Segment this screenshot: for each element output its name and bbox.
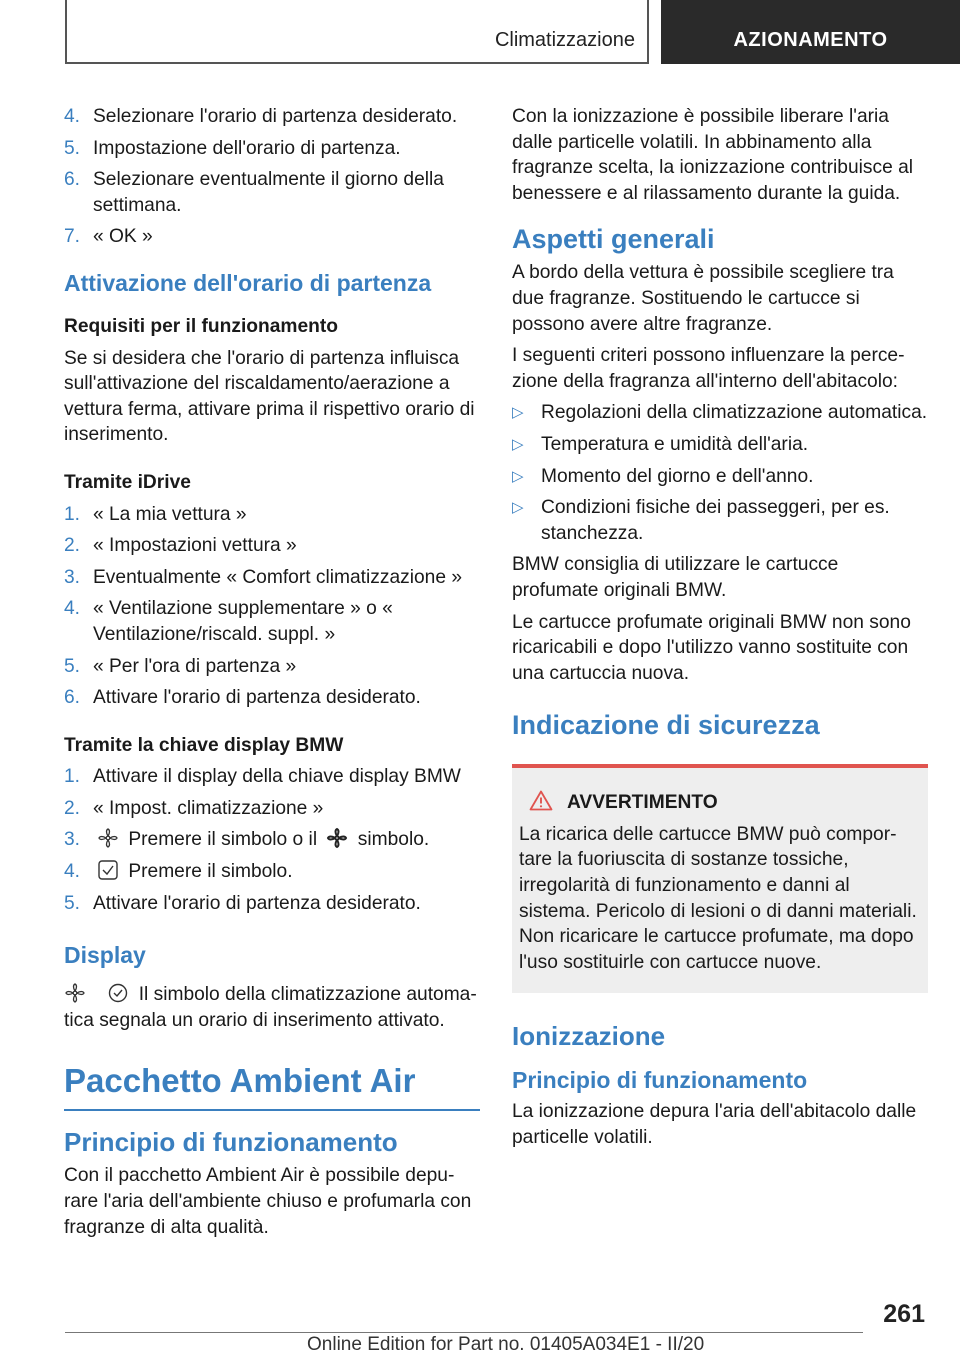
list-item xyxy=(64,764,480,790)
step-number: 5. xyxy=(64,892,81,914)
label-requirements: Requisiti per il funzionamento xyxy=(64,315,338,337)
heading-principle: Principio di funzionamento xyxy=(64,1127,398,1158)
warning-triangle-icon xyxy=(529,790,553,811)
left-column xyxy=(64,104,480,1246)
footer-edition: Online Edition for Part no. 01405A034E1 - II/20 xyxy=(307,1334,705,1355)
step-number: 3. xyxy=(64,829,81,851)
ionization-intro: Con la ionizzazione è possibile liberare l'aria dalle particelle volatili. In abbinamento alla fragranze scelta, la ionizzazione contribuisce al benessere e al rilassamento durante la guida. xyxy=(512,106,914,204)
step-text: « Ventilazione supplementare » o « Ventilazione/riscald. suppl. » xyxy=(93,598,393,645)
fan-bold-icon xyxy=(326,827,348,849)
idrive-steps-list xyxy=(64,502,480,711)
step-number: 6. xyxy=(64,169,81,191)
ionization-text: La ionizzazione depura l'aria dell'abitacolo dalle particelle volatili. xyxy=(512,1101,917,1149)
key-display-steps-list xyxy=(64,764,480,916)
requirements-text: Se si desidera che l'orario di partenza influisca sull'attivazione del riscaldamento/aerazione a vettura ferma, attivare prima il rispettivo orario di inserimento. xyxy=(64,347,475,446)
step-number: 6. xyxy=(64,687,81,709)
step-number: 2. xyxy=(64,797,81,819)
step-number: 7. xyxy=(64,226,81,248)
step-text: Premere il simbolo. xyxy=(128,861,293,883)
bullet-text: Momento del giorno e dell'anno. xyxy=(541,465,814,487)
fan-icon xyxy=(64,982,86,1004)
list-item xyxy=(64,827,480,853)
display-text: Il simbolo della climatizzazione automatica segnala un orario di inserimento attivato. xyxy=(64,984,477,1031)
list-item xyxy=(64,136,480,162)
step-text: « La mia vettura » xyxy=(93,503,247,525)
heading-safety: Indicazione di sicurezza xyxy=(512,710,820,741)
general-text-1: A bordo della vettura è possibile scegliere tra due fragranze. Sostituendo le cartucce si possono avere altre fragranze. xyxy=(512,262,894,335)
step-text: Selezionare eventualmente il giorno della settimana. xyxy=(93,169,444,216)
general-text-3: BMW consiglia di utilizzare le cartucce profumate originali BMW. xyxy=(512,554,839,601)
step-number: 4. xyxy=(64,598,81,620)
heading-ambient-air: Pacchetto Ambient Air xyxy=(64,1061,480,1111)
list-item xyxy=(512,495,928,546)
page-number: 261 xyxy=(883,1300,925,1328)
step-text: Eventualmente « Comfort climatizzazione » xyxy=(93,566,462,588)
list-item xyxy=(64,104,480,130)
list-item xyxy=(512,400,928,426)
principle-text: Con il pacchetto Ambient Air è possibile depurare l'aria dell'ambiente chiuso e profumarla con fragranze di alta qualità. xyxy=(64,1165,472,1238)
footer-divider xyxy=(65,1332,863,1333)
step-text: Premere il simbolo o il xyxy=(128,829,318,851)
label-key-display: Tramite la chiave display BMW xyxy=(64,734,344,756)
bullet-triangle-icon: ▷ xyxy=(512,435,524,453)
header-chapter-title: AZIONAMENTO xyxy=(733,29,888,51)
list-item xyxy=(64,596,480,647)
general-text-4: Le cartucce profumate originali BMW non sono ricaricabili e dopo l'utilizzo vanno sostituite con una cartuccia nuova. xyxy=(512,611,911,684)
step-number: 4. xyxy=(64,861,81,883)
step-text: « Impostazioni vettura » xyxy=(93,535,297,557)
header-section-title: Climatizzazione xyxy=(494,29,635,51)
header-section-box xyxy=(65,0,649,64)
label-idrive: Tramite iDrive xyxy=(64,471,191,493)
list-item xyxy=(64,796,480,822)
header-chapter-box xyxy=(661,0,960,64)
key-display-icon xyxy=(97,859,119,881)
heading-activation: Attivazione dell'orario di partenza xyxy=(64,269,432,296)
list-item xyxy=(512,464,928,490)
step-number: 4. xyxy=(64,106,81,127)
heading-general: Aspetti generali xyxy=(512,224,715,255)
list-item xyxy=(64,224,480,250)
bullet-triangle-icon: ▷ xyxy=(512,467,524,485)
step-text: Attivare il display della chiave display BMW xyxy=(93,766,461,788)
bullet-triangle-icon: ▷ xyxy=(512,404,524,422)
list-item xyxy=(64,859,480,885)
bullet-text: Regolazioni della climatizzazione automatica. xyxy=(541,402,928,424)
heading-display: Display xyxy=(64,942,146,969)
fan-icon xyxy=(97,827,119,849)
warning-title-row xyxy=(519,790,920,816)
step-text: Selezionare l'orario di partenza desiderato. xyxy=(93,106,458,127)
right-column xyxy=(512,104,928,1157)
list-item xyxy=(64,685,480,711)
step-text: Attivare l'orario di partenza desiderato. xyxy=(93,687,421,709)
step-text: « Per l'ora di partenza » xyxy=(93,655,297,677)
step-text: Attivare l'orario di partenza desiderato. xyxy=(93,892,421,914)
bullet-triangle-icon: ▷ xyxy=(512,499,524,517)
warning-box xyxy=(512,764,928,993)
step-number: 2. xyxy=(64,535,81,557)
heading-ion-principle: Principio di funzionamento xyxy=(512,1067,808,1094)
display-text-paragraph xyxy=(64,982,480,1033)
list-item xyxy=(512,432,928,458)
step-text: « OK » xyxy=(93,226,153,248)
step-number: 1. xyxy=(64,766,81,788)
step-number: 3. xyxy=(64,566,81,588)
list-item xyxy=(64,533,480,559)
step-text: Impostazione dell'orario di partenza. xyxy=(93,137,401,159)
heading-ionization: Ionizzazione xyxy=(512,1021,666,1052)
list-item xyxy=(64,502,480,528)
step-number: 1. xyxy=(64,503,81,525)
warning-text: La ricarica delle cartucce BMW può comportare la fuoriuscita di sostanze tossiche, irregolarità di funzionamento e danni al sistema. Pericolo di lesioni o di danni materiali. Non ricaricare le cartucce profumate, ma dopo l'uso sostituirle con cartucce nuove. xyxy=(519,823,917,973)
criteria-list xyxy=(512,400,928,546)
list-item xyxy=(64,891,480,917)
clock-icon xyxy=(107,982,129,1004)
list-item xyxy=(64,565,480,591)
list-item xyxy=(64,167,480,218)
step-number: 5. xyxy=(64,137,81,159)
list-item xyxy=(64,654,480,680)
departure-steps-list xyxy=(64,104,480,250)
bullet-text: Condizioni fisiche dei passeggeri, per es. stanchezza. xyxy=(541,497,890,544)
warning-title: AVVERTIMENTO xyxy=(567,792,718,814)
step-text: « Impost. climatizzazione » xyxy=(93,797,324,819)
bullet-text: Temperatura e umidità dell'aria. xyxy=(541,433,809,455)
step-text: simbolo. xyxy=(357,829,430,851)
step-number: 5. xyxy=(64,655,81,677)
general-text-2: I seguenti criteri possono influenzare la percezione della fragranza all'interno dell'abitacolo: xyxy=(512,345,905,392)
